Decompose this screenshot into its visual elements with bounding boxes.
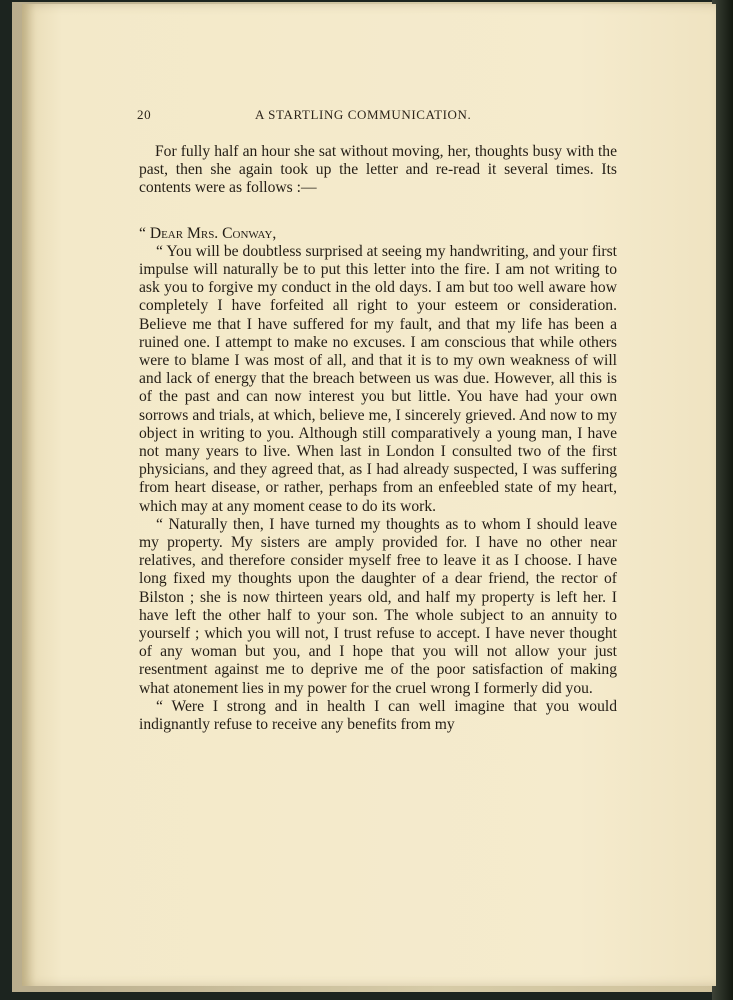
body-text: [139, 143, 617, 734]
page-number: 20: [137, 107, 152, 122]
paragraph-intro: For fully half an hour she sat without moving, her, thoughts busy with the past, then she again took up the letter and re-read it several times. Its contents were as follows :—: [139, 143, 617, 197]
salutation-name: Dear Mrs. Conway,: [149, 224, 277, 242]
letter-salutation: [139, 225, 617, 243]
letter-paragraph-2: “ Naturally then, I have turned my thoughts as to whom I should leave my property. My sisters are amply provided for. I have no other near relatives, and therefore consider myself free to leave it as I choose. I have long fixed my thoughts upon the daughter of a dear friend, the rector of Bilston ; she is now thirteen years old, and half my property is left her. I have left the other half to your son. The whole subject to an annuity to yourself ; which you will not, I trust refuse to accept. I have never thought of any woman but you, and I hope that you will not allow your just resentment against me to deprive me of the poor satisfaction of making what atonement lies in my power for the cruel wrong I formerly did you.: [139, 515, 617, 697]
running-head: A STARTLING COMMUNICATION.: [255, 107, 472, 122]
letter-paragraph-1: “ You will be doubtless surprised at seeing my handwriting, and your first impulse will naturally be to put this letter into the fire. I am not writing to ask you to forgive my conduct in the old days. I am but too well aware how completely I have forfeited all right to your esteem or consideration. Believe me that I have suffered for my fault, and that my life has been a ruined one. I attempt to make no excuses. I am conscious that while others were to blame I was most of all, and that it is to my own weakness of will and lack of energy that the breach between us was due. However, all this is of the past and can now interest you but little. You have had your own sorrows and trials, at which, believe me, I sincerely grieved. And now to my object in writing to you. Although still comparatively a young man, I have not many years to live. When last in London I consulted two of the first physicians, and they agreed that, as I had already suspected, I was suffering from heart disease, or rather, perhaps from an enfeebled state of my heart, which may at any moment cease to do its work.: [139, 242, 617, 515]
salutation-quote: “: [139, 224, 150, 242]
letter-paragraph-3: “ Were I strong and in health I can well imagine that you would indignantly refuse to receive any benefits from my: [139, 697, 617, 734]
page-header: [137, 107, 637, 127]
